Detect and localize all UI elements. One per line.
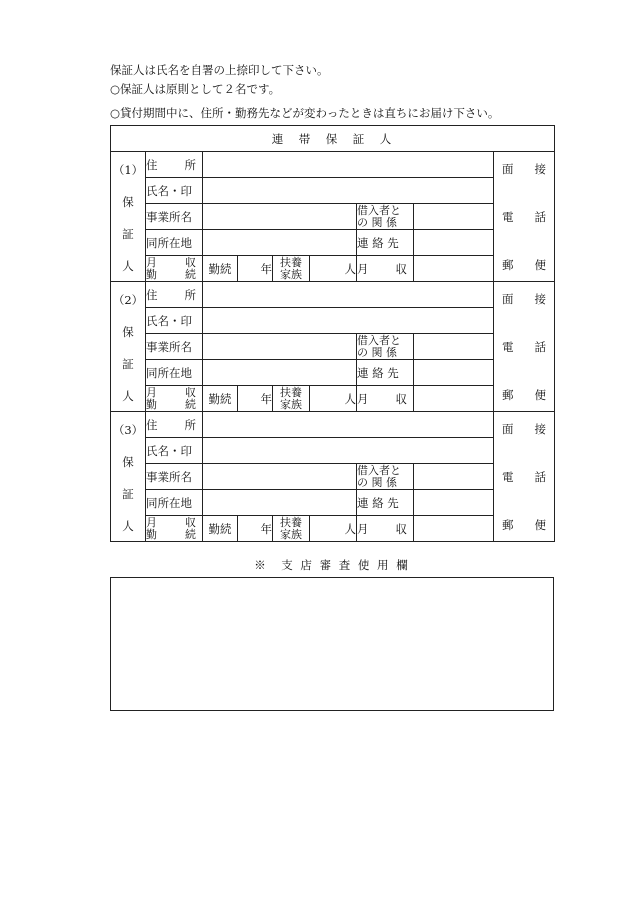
years-field[interactable]: 年 bbox=[238, 516, 273, 542]
employer-label: 事業所名 bbox=[146, 204, 203, 230]
guarantor-char: 証 bbox=[122, 356, 134, 371]
contact-label: 連 絡 先 bbox=[357, 230, 414, 256]
verification-column bbox=[494, 152, 555, 282]
address-label: 住 所 bbox=[146, 282, 203, 308]
dependents-label: 扶養 家族 bbox=[273, 386, 310, 412]
employer-address-field[interactable] bbox=[203, 490, 357, 516]
employer-address-label: 同所在地 bbox=[146, 360, 203, 386]
relation-field[interactable] bbox=[414, 464, 494, 490]
guarantor-char: 人 bbox=[122, 258, 134, 273]
relation-label: 借入者と の 関 係 bbox=[357, 204, 414, 230]
verification-column bbox=[494, 412, 555, 542]
relation-field[interactable] bbox=[414, 204, 494, 230]
years-of-service-label: 勤続 bbox=[203, 386, 238, 412]
monthly-income-label: 月 収 bbox=[357, 386, 414, 412]
guarantor-table bbox=[110, 125, 555, 542]
income-service-label: 月 収 勤 続 bbox=[146, 386, 203, 412]
guarantor-number: （3） bbox=[112, 422, 144, 437]
years-field[interactable]: 年 bbox=[238, 256, 273, 282]
employer-field[interactable] bbox=[203, 464, 357, 490]
years-of-service-label: 勤続 bbox=[203, 256, 238, 282]
monthly-income-field[interactable] bbox=[414, 256, 494, 282]
instruction-signature: 保証人は氏名を自署の上捺印して下さい。 bbox=[110, 63, 329, 77]
name-seal-label: 氏名・印 bbox=[146, 438, 203, 464]
phone-label: 電 話 bbox=[502, 209, 547, 224]
dependents-field[interactable]: 人 bbox=[310, 256, 357, 282]
contact-label: 連 絡 先 bbox=[357, 360, 414, 386]
guarantor-char: 人 bbox=[122, 388, 134, 403]
address-field[interactable] bbox=[203, 152, 494, 178]
address-field[interactable] bbox=[203, 412, 494, 438]
address-label: 住 所 bbox=[146, 152, 203, 178]
dependents-label: 扶養 家族 bbox=[273, 516, 310, 542]
guarantor-char: 保 bbox=[122, 454, 134, 469]
instruction-changes: ○貸付期間中に、住所・勤務先などが変わったときは直ちにお届け下さい。 bbox=[110, 106, 500, 120]
guarantor-char: 証 bbox=[122, 226, 134, 241]
relation-label: 借入者と の 関 係 bbox=[357, 464, 414, 490]
relation-label: 借入者と の 関 係 bbox=[357, 334, 414, 360]
monthly-income-label: 月 収 bbox=[357, 516, 414, 542]
guarantor-number: （1） bbox=[112, 162, 144, 177]
instruction-count: ○保証人は原則として２名です。 bbox=[110, 82, 281, 96]
contact-field[interactable] bbox=[414, 230, 494, 256]
address-field[interactable] bbox=[203, 282, 494, 308]
name-seal-field[interactable] bbox=[203, 438, 494, 464]
employer-field[interactable] bbox=[203, 204, 357, 230]
monthly-income-label: 月 収 bbox=[357, 256, 414, 282]
mail-label: 郵 便 bbox=[502, 517, 547, 532]
employer-address-label: 同所在地 bbox=[146, 230, 203, 256]
guarantor-label bbox=[111, 152, 146, 282]
employer-label: 事業所名 bbox=[146, 464, 203, 490]
phone-label: 電 話 bbox=[502, 339, 547, 354]
years-of-service-label: 勤続 bbox=[203, 516, 238, 542]
contact-field[interactable] bbox=[414, 360, 494, 386]
contact-label: 連 絡 先 bbox=[357, 490, 414, 516]
years-field[interactable]: 年 bbox=[238, 386, 273, 412]
verification-column bbox=[494, 282, 555, 412]
dependents-field[interactable]: 人 bbox=[310, 516, 357, 542]
income-service-label: 月 収 勤 続 bbox=[146, 516, 203, 542]
mail-label: 郵 便 bbox=[502, 257, 547, 272]
contact-field[interactable] bbox=[414, 490, 494, 516]
name-seal-label: 氏名・印 bbox=[146, 308, 203, 334]
employer-address-field[interactable] bbox=[203, 360, 357, 386]
guarantor-char: 証 bbox=[122, 486, 134, 501]
guarantor-number: （2） bbox=[112, 292, 144, 307]
name-seal-field[interactable] bbox=[203, 178, 494, 204]
name-seal-label: 氏名・印 bbox=[146, 178, 203, 204]
employer-field[interactable] bbox=[203, 334, 357, 360]
phone-label: 電 話 bbox=[502, 469, 547, 484]
employer-address-label: 同所在地 bbox=[146, 490, 203, 516]
name-seal-field[interactable] bbox=[203, 308, 494, 334]
interview-label: 面 接 bbox=[502, 421, 547, 436]
employer-label: 事業所名 bbox=[146, 334, 203, 360]
address-label: 住 所 bbox=[146, 412, 203, 438]
guarantor-label bbox=[111, 412, 146, 542]
mail-label: 郵 便 bbox=[502, 387, 547, 402]
guarantor-char: 保 bbox=[122, 194, 134, 209]
branch-review-title: ※ 支 店 審 査 使 用 欄 bbox=[254, 558, 410, 572]
monthly-income-field[interactable] bbox=[414, 386, 494, 412]
guarantor-char: 保 bbox=[122, 324, 134, 339]
dependents-field[interactable]: 人 bbox=[310, 386, 357, 412]
dependents-label: 扶養 家族 bbox=[273, 256, 310, 282]
interview-label: 面 接 bbox=[502, 161, 547, 176]
employer-address-field[interactable] bbox=[203, 230, 357, 256]
branch-review-box[interactable] bbox=[110, 577, 554, 711]
interview-label: 面 接 bbox=[502, 291, 547, 306]
monthly-income-field[interactable] bbox=[414, 516, 494, 542]
table-title: 連 帯 保 証 人 bbox=[111, 126, 555, 152]
guarantor-char: 人 bbox=[122, 518, 134, 533]
guarantor-label bbox=[111, 282, 146, 412]
income-service-label: 月 収 勤 続 bbox=[146, 256, 203, 282]
relation-field[interactable] bbox=[414, 334, 494, 360]
